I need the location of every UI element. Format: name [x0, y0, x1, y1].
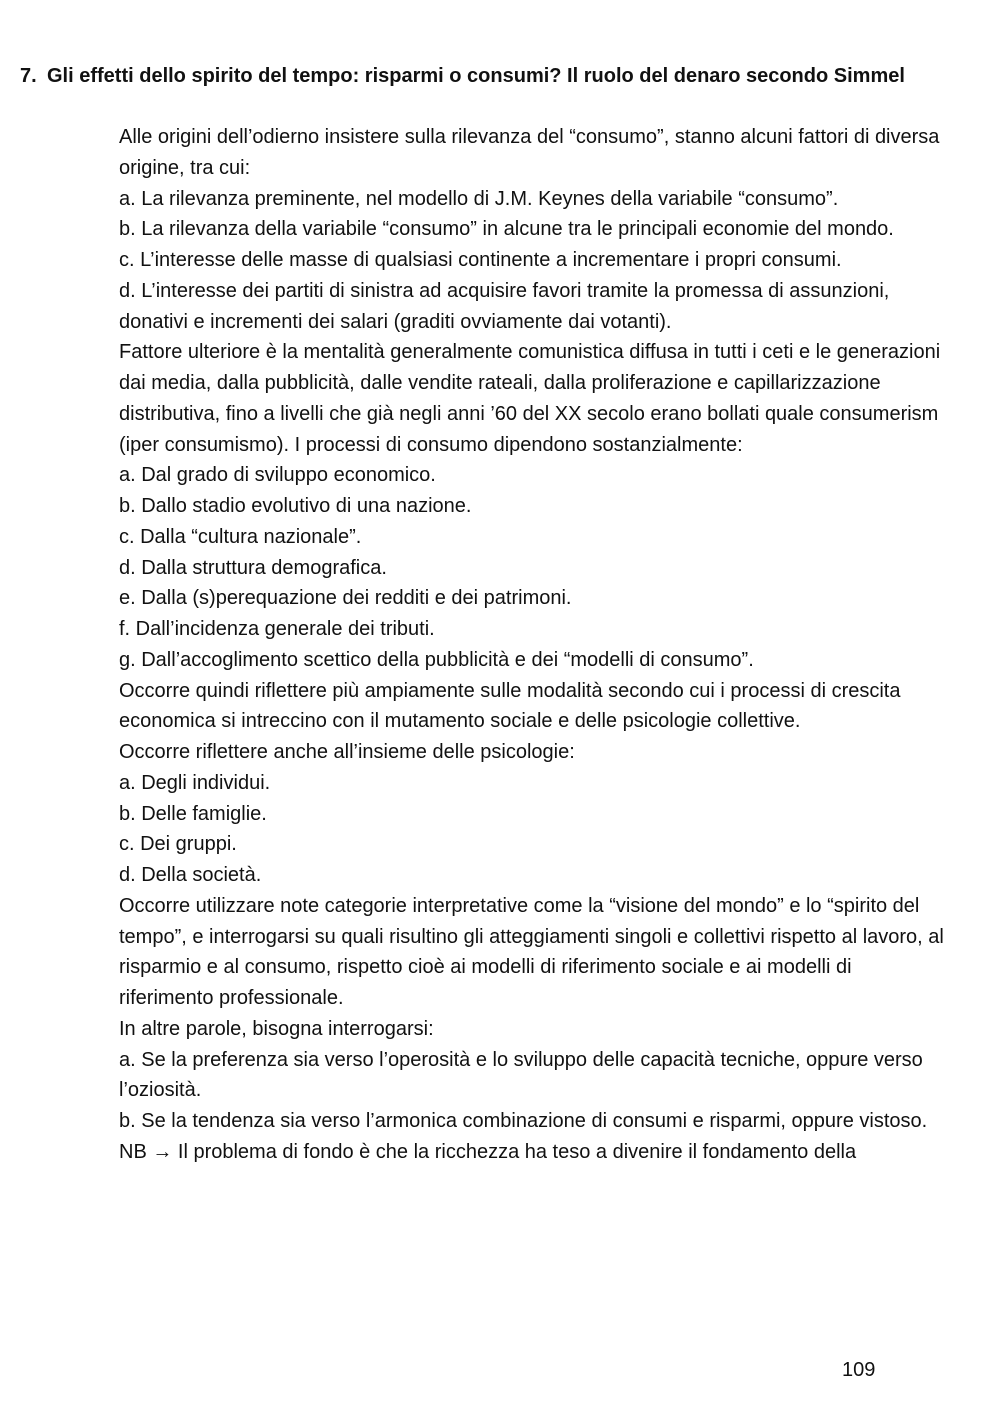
section-number: 7.	[20, 65, 37, 87]
list-item: c. Dalla “cultura nazionale”.	[119, 525, 362, 548]
list-item: e. Dalla (s)perequazione dei redditi e dei patrimoni.	[119, 587, 572, 610]
paragraph: Fattore ulteriore è la mentalità generalmente comunistica diffusa in tutti i ceti e le generazioni dai media, dalla pubblicità, dalle vendite rateali, dalla proliferazione e capillarizzazione distributiva, fino a livelli che già negli anni ’60 del XX secolo erano bollati quale consumerism (iper consumismo). I processi di consumo dipendono sostanzialmente:	[119, 341, 941, 456]
page-number: 109	[842, 1359, 876, 1381]
section-body	[119, 122, 949, 1168]
paragraph-nb: NB → Il problema di fondo è che la ricchezza ha teso a divenire il fondamento della	[119, 1140, 857, 1163]
list-item: c. L’interesse delle masse di qualsiasi continente a incrementare i propri consumi.	[119, 249, 842, 271]
paragraph: Occorre utilizzare note categorie interpretative come la “visione del mondo” e lo “spirito del tempo”, e interrogarsi su quali risultino gli atteggiamenti singoli e collettivi rispetto al lavoro, al risparmio e al consumo, rispetto cioè ai modelli di riferimento sociale e ai modelli di riferimento professionale.	[119, 894, 944, 1009]
list-item: a. Dal grado di sviluppo economico.	[119, 464, 436, 487]
list-item: d. L’interesse dei partiti di sinistra ad acquisire favori tramite la promessa di assunzioni,	[119, 279, 890, 302]
paragraph: Occorre quindi riflettere più ampiamente sulle modalità secondo cui i processi di crescita economica si intreccino con il mutamento sociale e delle psicologie collettive.	[119, 679, 901, 733]
paragraph: In altre parole, bisogna interrogarsi:	[119, 1017, 434, 1040]
list-item: d. Della società.	[119, 864, 262, 886]
paragraph-intro: Alle origini dell’odierno insistere sulla rilevanza del “consumo”, stanno alcuni fattori di diversa origine, tra cui:	[119, 126, 940, 179]
list-item: b. Delle famiglie.	[119, 802, 267, 825]
list-item: d. Dalla struttura demografica.	[119, 556, 387, 579]
list-item: a. La rilevanza preminente, nel modello di J.M. Keynes della variabile “consumo”.	[119, 187, 839, 210]
paragraph: donativi e incrementi dei salari (graditi ovviamente dai votanti).	[119, 310, 672, 333]
list-item: a. Degli individui.	[119, 771, 271, 794]
list-item: f. Dall’incidenza generale dei tributi.	[119, 618, 435, 640]
list-item: b. Dallo stadio evolutivo di una nazione.	[119, 495, 472, 517]
section-title: Gli effetti dello spirito del tempo: risparmi o consumi? Il ruolo del denaro secondo Simmel	[47, 65, 905, 87]
paragraph: Occorre riflettere anche all’insieme delle psicologie:	[119, 741, 575, 763]
list-item: c. Dei gruppi.	[119, 833, 237, 856]
list-item: g. Dall’accoglimento scettico della pubblicità e dei “modelli di consumo”.	[119, 648, 754, 671]
list-item: b. La rilevanza della variabile “consumo” in alcune tra le principali economie del mondo.	[119, 218, 894, 241]
list-item: b. Se la tendenza sia verso l’armonica combinazione di consumi e risparmi, oppure vistoso.	[119, 1110, 928, 1132]
list-item: a. Se la preferenza sia verso l’operosità e lo sviluppo delle capacità tecniche, oppure verso l’oziosità.	[119, 1048, 923, 1102]
